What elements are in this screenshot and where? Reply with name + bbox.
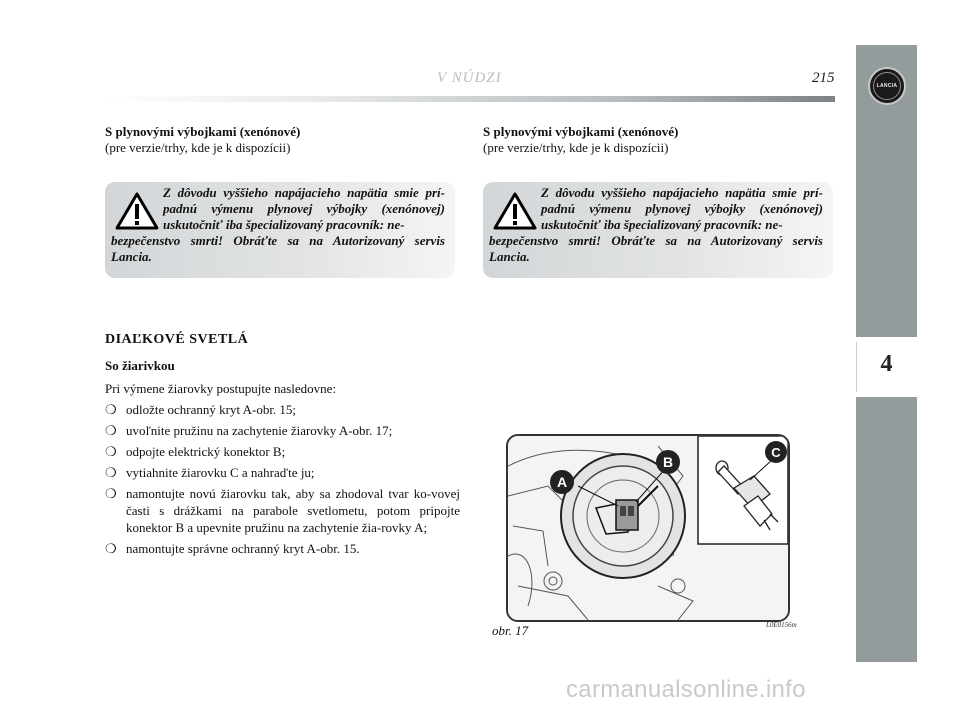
left-heading-sub: (pre verzie/trhy, kde je k dispozícii) xyxy=(105,140,291,155)
list-item xyxy=(105,422,460,439)
right-heading-bold: S plynovými výbojkami (xenónové) xyxy=(483,124,679,139)
right-section-heading xyxy=(483,124,838,156)
bullet-icon: ❍ xyxy=(105,402,117,417)
bullet-icon: ❍ xyxy=(105,465,117,480)
left-warning-box xyxy=(105,182,455,278)
left-warning-text-full: bezpečenstvo smrti! Obráťte sa na Autorizovaný servis Lancia. xyxy=(111,233,445,264)
headlight-illustration xyxy=(506,434,790,622)
bullet-icon: ❍ xyxy=(105,423,117,438)
callout-c-label: C xyxy=(771,445,781,460)
headlight-drawing xyxy=(508,436,788,620)
bullet-icon: ❍ xyxy=(105,444,117,459)
header-title: V NÚDZI xyxy=(437,70,502,86)
list-item xyxy=(105,485,460,536)
left-heading-bold: S plynovými výbojkami (xenónové) xyxy=(105,124,301,139)
step-text: vytiahnite žiarovku C a nahraďte ju; xyxy=(126,465,315,480)
bullet-icon: ❍ xyxy=(105,541,117,556)
high-beam-intro: Pri výmene žiarovky postupujte nasledovne: xyxy=(105,381,337,396)
callout-c xyxy=(765,441,787,463)
right-warning-text xyxy=(489,185,823,265)
step-text: odpojte elektrický konektor B; xyxy=(126,444,286,459)
lancia-logo-icon xyxy=(868,67,906,105)
right-warning-text-indented: Z dôvodu vyššieho napájacieho napätia smie prí-padnú výmenu plynovej výbojky (xenónovej) uskutočniť iba špecializovaný pracovník: ne- xyxy=(541,185,823,232)
list-item xyxy=(105,401,460,418)
left-warning-text xyxy=(111,185,445,265)
high-beam-heading: DIAĽKOVÉ SVETLÁ xyxy=(105,332,249,347)
right-heading-sub: (pre verzie/trhy, kde je k dispozícii) xyxy=(483,140,669,155)
steps-list xyxy=(105,401,460,561)
right-warning-text-full: bezpečenstvo smrti! Obráťte sa na Autorizovaný servis Lancia. xyxy=(489,233,823,264)
figure-code: L0E0156m xyxy=(766,621,797,629)
chapter-number: 4 xyxy=(880,351,893,377)
page-number: 215 xyxy=(812,70,835,86)
right-warning-box xyxy=(483,182,833,278)
figure-caption: obr. 17 xyxy=(492,623,529,638)
bullet-icon: ❍ xyxy=(105,486,117,501)
callout-a xyxy=(550,470,574,494)
list-item xyxy=(105,443,460,460)
left-warning-text-indented: Z dôvodu vyššieho napájacieho napätia smie prí-padnú výmenu plynovej výbojky (xenónovej) uskutočniť iba špecializovaný pracovník: ne- xyxy=(163,185,445,232)
watermark: carmanualsonline.info xyxy=(566,676,806,703)
high-beam-subheading: So žiarivkou xyxy=(105,358,175,373)
step-text: odložte ochranný kryt A-obr. 15; xyxy=(126,402,297,417)
callout-b-label: B xyxy=(662,454,674,470)
list-item xyxy=(105,464,460,481)
step-text: namontujte správne ochranný kryt A-obr. 15. xyxy=(126,541,360,556)
header-rule xyxy=(105,96,835,102)
side-band-bottom xyxy=(856,397,917,662)
list-item xyxy=(105,540,460,557)
step-text: namontujte novú žiarovku tak, aby sa zhodoval tvar ko-vovej časti s drážkami na parabole svetlometu, potom pripojte konektor B a upevnite pružinu na zachytenie žia-rovky A; xyxy=(126,486,460,535)
step-text: uvoľnite pružinu na zachytenie žiarovky A-obr. 17; xyxy=(126,423,393,438)
callout-a-label: A xyxy=(556,474,568,490)
left-section-heading xyxy=(105,124,460,156)
logo-text: LANCIA xyxy=(873,72,901,100)
callout-b xyxy=(656,450,680,474)
